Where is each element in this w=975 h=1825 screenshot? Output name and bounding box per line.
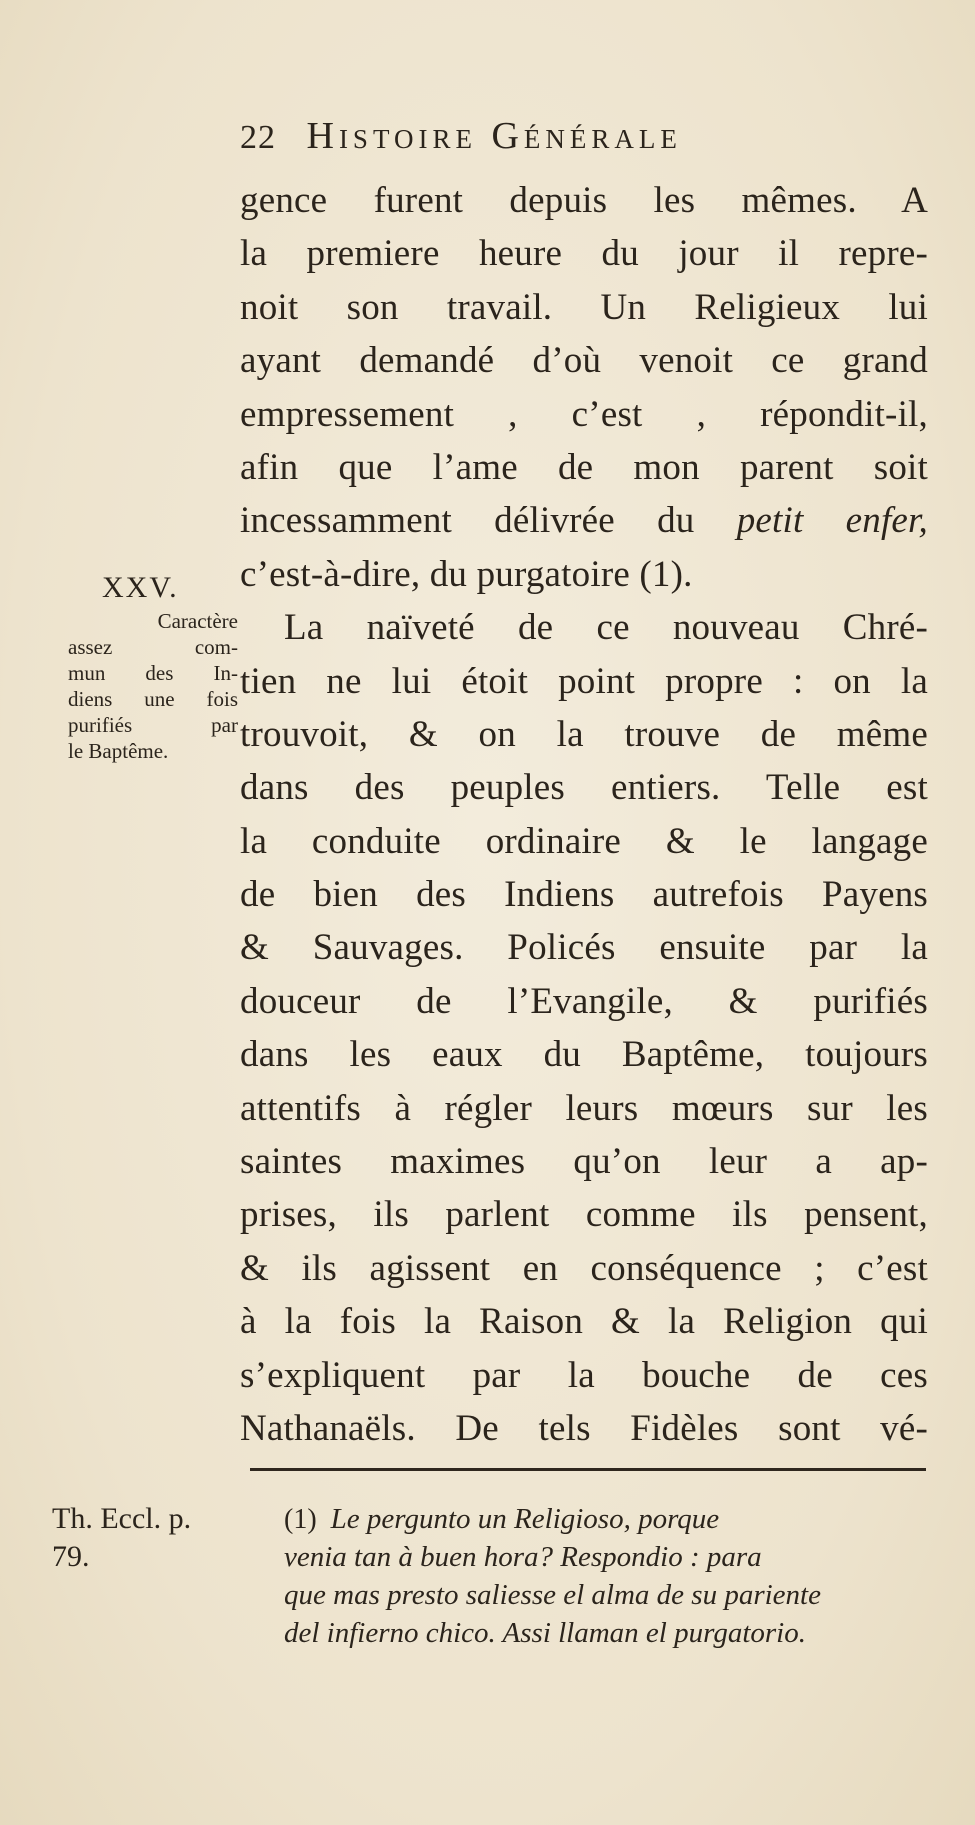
text-line: douceur de l’Evangile, & purifiés: [240, 980, 928, 1022]
footnote-reference: [52, 1500, 222, 1576]
running-title: Histoire Générale: [306, 115, 682, 157]
text-line: c’est-à-dire, du purgatoire (1).: [240, 553, 693, 595]
footnote-line: que mas presto saliesse el alma de su pariente: [284, 1579, 821, 1611]
footnote-line: del infierno chico. Assi llaman el purgatorio.: [284, 1617, 806, 1649]
text-line: trouvoit, & on la trouve de même: [240, 713, 928, 755]
text-line: ayant demandé d’où venoit ce grand: [240, 340, 928, 382]
text-line: tien ne lui étoit point propre : on la: [240, 660, 928, 702]
footnote-marker: (1): [284, 1504, 317, 1535]
text-line: & Sauvages. Policés ensuite par la: [240, 927, 928, 969]
reference-line: 79.: [52, 1540, 90, 1573]
text-line-with-italic: [240, 494, 928, 547]
text-line: attentifs à régler leurs mœurs sur les: [240, 1087, 928, 1129]
text-line: empressement , c’est , répondit-il,: [240, 393, 928, 435]
footnote-rule: [250, 1468, 926, 1471]
text-line: & ils agissent en conséquence ; c’est: [240, 1247, 928, 1289]
text-line-start: incessamment délivrée du: [240, 500, 695, 542]
text-line: saintes maximes qu’on leur a ap-: [240, 1141, 928, 1183]
text-line: à la fois la Raison & la Religion qui: [240, 1301, 928, 1343]
margin-note-line: purifiés par: [68, 713, 238, 737]
footnote-line: venia tan à buen hora? Respondio : para: [284, 1541, 762, 1573]
footnote-line: [284, 1500, 924, 1538]
text-line: La naïveté de ce nouveau Chré-: [284, 607, 928, 649]
margin-note-line: assez com-: [68, 635, 238, 659]
text-line: afin que l’ame de mon parent soit: [240, 446, 928, 488]
reference-line: Th. Eccl. p.: [52, 1502, 192, 1535]
text-line: la conduite ordinaire & le langage: [240, 820, 928, 862]
text-line: gence furent depuis les mêmes. A: [240, 180, 928, 221]
text-line: de bien des Indiens autrefois Payens: [240, 874, 928, 916]
text-line: prises, ils parlent comme ils pensent,: [240, 1194, 928, 1236]
running-header: [240, 112, 880, 162]
text-line: la premiere heure du jour il repre-: [240, 233, 928, 275]
footnote-text: Le pergunto un Religioso, porque: [330, 1503, 720, 1535]
italic-phrase: petit enfer,: [736, 500, 928, 542]
margin-note-line: Caractère: [157, 609, 238, 633]
page-number: 22: [240, 119, 276, 156]
footnote: [284, 1500, 924, 1652]
margin-note-line: mun des In-: [68, 661, 238, 685]
margin-note: [68, 568, 240, 764]
text-line: dans les eaux du Baptême, toujours: [240, 1034, 928, 1076]
main-text: [240, 174, 928, 1455]
text-line: Nathanaëls. De tels Fidèles sont vé-: [240, 1407, 928, 1449]
text-line: noit son travail. Un Religieux lui: [240, 286, 928, 328]
margin-note-line: le Baptême.: [68, 739, 169, 763]
section-number: XXV.: [102, 571, 179, 604]
text-line: dans des peuples entiers. Telle est: [240, 767, 928, 809]
margin-note-line: diens une fois: [68, 687, 238, 711]
text-line: s’expliquent par la bouche de ces: [240, 1354, 928, 1396]
